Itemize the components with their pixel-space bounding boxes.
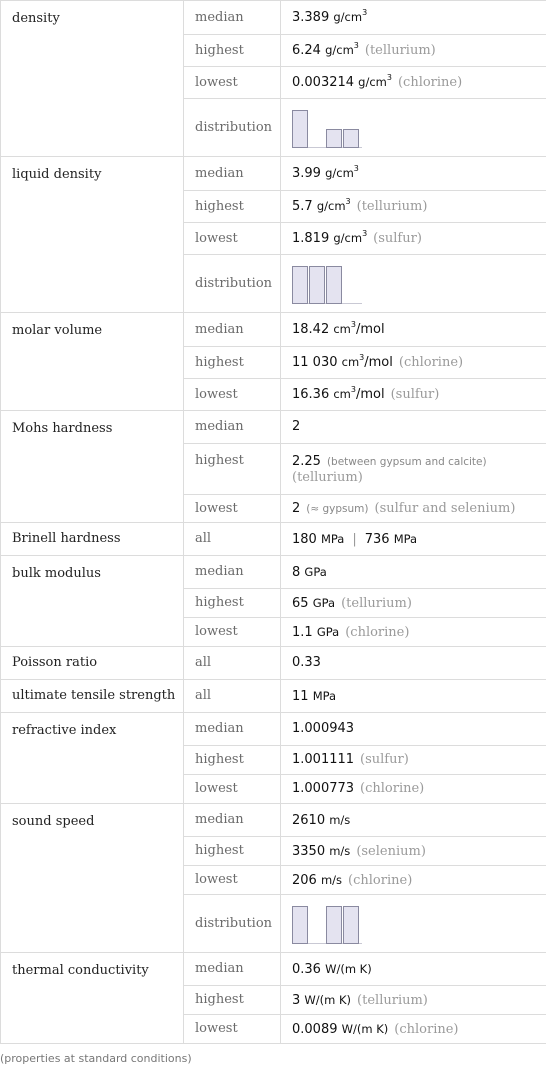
value-cell: 2.25 (between gypsum and calcite) (tellurium): [281, 444, 546, 495]
histogram-bar: [292, 906, 308, 944]
histogram-bar: [292, 110, 308, 148]
value-cell: 0.003214 $g/cm^3$ (chlorine): [281, 67, 546, 99]
value-cell: 65 GPa (tellurium): [281, 589, 546, 618]
value-cell: 3.389 $g/cm^3$: [281, 1, 546, 35]
value-cell: 180 MPa | 736 MPa: [281, 523, 546, 556]
value-cell: 3350 m/s (selenium): [281, 837, 546, 866]
row-label: median: [184, 804, 281, 837]
row-label: distribution: [184, 895, 281, 953]
row-label: lowest: [184, 495, 281, 523]
value-cell: 2: [281, 411, 546, 444]
property-name: liquid density: [1, 157, 184, 313]
property-name: bulk modulus: [1, 556, 184, 647]
row-label: median: [184, 411, 281, 444]
histogram-bar: [326, 266, 342, 304]
value-cell: 0.36 W/(m K): [281, 953, 546, 986]
row-label: lowest: [184, 618, 281, 647]
row-label: highest: [184, 347, 281, 379]
value-cell: 3 W/(m K) (tellurium): [281, 986, 546, 1015]
row-label: highest: [184, 746, 281, 775]
row-label: median: [184, 953, 281, 986]
value-cell: 11 030 $cm^3$/mol (chlorine): [281, 347, 546, 379]
value-cell: 8 GPa: [281, 556, 546, 589]
row-label: median: [184, 713, 281, 746]
row-label: distribution: [184, 99, 281, 157]
property-name: molar volume: [1, 313, 184, 411]
value-cell: 3.99 $g/cm^3$: [281, 157, 546, 191]
distribution-cell: [281, 255, 546, 313]
value-cell: 1.819 $g/cm^3$ (sulfur): [281, 223, 546, 255]
value-cell: 11 MPa: [281, 680, 546, 713]
value-cell: 0.0089 W/(m K) (chlorine): [281, 1015, 546, 1044]
row-label: highest: [184, 35, 281, 67]
row-label: distribution: [184, 255, 281, 313]
row-label: all: [184, 523, 281, 556]
histogram-bar: [343, 129, 359, 148]
property-name: Brinell hardness: [1, 523, 184, 556]
footnote: (properties at standard conditions): [0, 1052, 192, 1065]
row-label: highest: [184, 444, 281, 495]
row-label: lowest: [184, 775, 281, 804]
value-cell: 6.24 $g/cm^3$ (tellurium): [281, 35, 546, 67]
value-cell: 2610 m/s: [281, 804, 546, 837]
property-name: Poisson ratio: [1, 647, 184, 680]
value-cell: 18.42 $cm^3$/mol: [281, 313, 546, 347]
histogram: [292, 108, 362, 148]
property-name: thermal conductivity: [1, 953, 184, 1044]
value-cell: 1.1 GPa (chlorine): [281, 618, 546, 647]
row-label: lowest: [184, 223, 281, 255]
value-cell: 1.000943: [281, 713, 546, 746]
value-cell: 16.36 $cm^3$/mol (sulfur): [281, 379, 546, 411]
row-label: median: [184, 556, 281, 589]
row-label: highest: [184, 191, 281, 223]
property-name: ultimate tensile strength: [1, 680, 184, 713]
row-label: highest: [184, 986, 281, 1015]
value-cell: 5.7 $g/cm^3$ (tellurium): [281, 191, 546, 223]
row-label: lowest: [184, 379, 281, 411]
property-name: density: [1, 1, 184, 157]
row-label: highest: [184, 837, 281, 866]
row-label: median: [184, 157, 281, 191]
row-label: lowest: [184, 866, 281, 895]
value-cell: 1.000773 (chlorine): [281, 775, 546, 804]
histogram-bar: [292, 266, 308, 304]
histogram-bar: [309, 266, 325, 304]
row-label: lowest: [184, 1015, 281, 1044]
value-cell: 0.33: [281, 647, 546, 680]
row-label: lowest: [184, 67, 281, 99]
row-label: median: [184, 1, 281, 35]
row-label: median: [184, 313, 281, 347]
histogram-bar: [326, 129, 342, 148]
value-cell: 206 m/s (chlorine): [281, 866, 546, 895]
histogram-bar: [343, 906, 359, 944]
histogram-bar: [326, 906, 342, 944]
row-label: all: [184, 680, 281, 713]
value-cell: 1.001111 (sulfur): [281, 746, 546, 775]
property-name: Mohs hardness: [1, 411, 184, 523]
distribution-cell: [281, 895, 546, 953]
distribution-cell: [281, 99, 546, 157]
value-cell: 2 (≈ gypsum) (sulfur and selenium): [281, 495, 546, 523]
property-name: refractive index: [1, 713, 184, 804]
histogram: [292, 904, 362, 944]
row-label: highest: [184, 589, 281, 618]
histogram: [292, 264, 362, 304]
row-label: all: [184, 647, 281, 680]
property-name: sound speed: [1, 804, 184, 953]
